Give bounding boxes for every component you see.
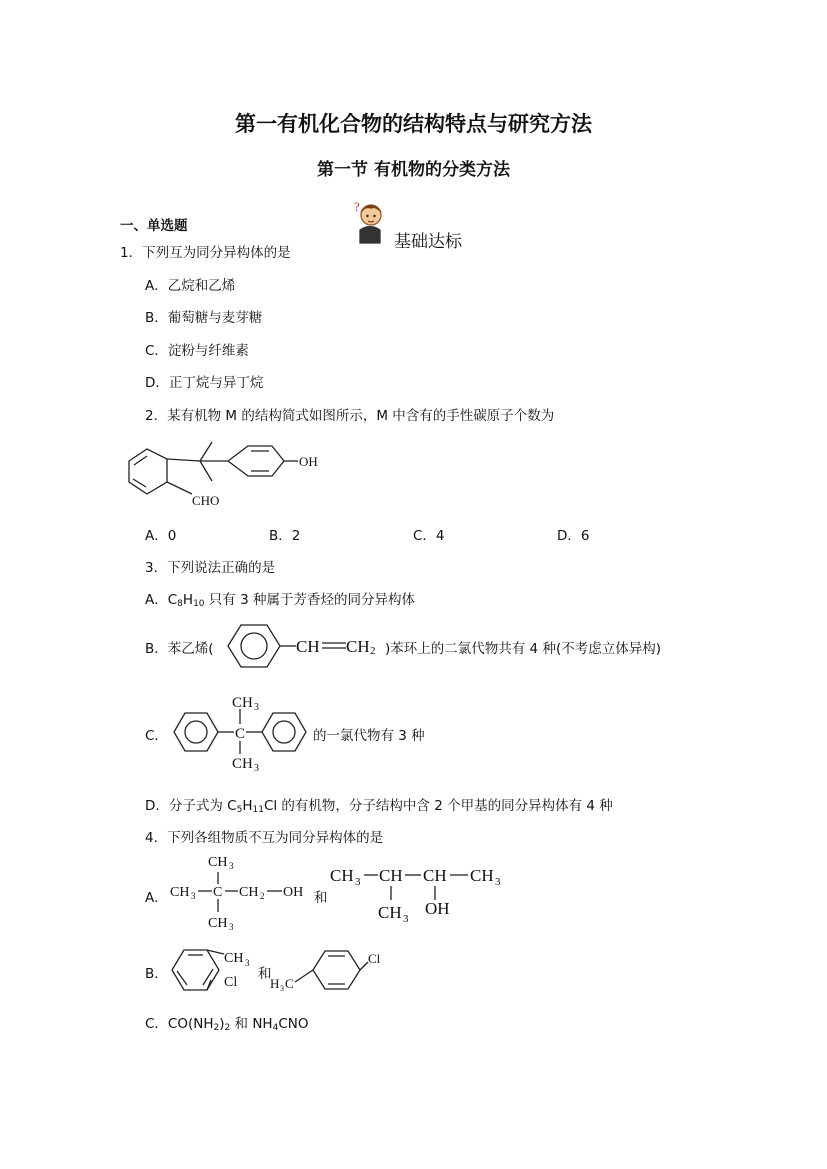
q1-option-b: B．葡萄糖与麦芽糖 bbox=[145, 310, 263, 326]
svg-text:CH: CH bbox=[379, 866, 403, 885]
main-title: 第一有机化合物的结构特点与研究方法 bbox=[235, 111, 592, 136]
q4-option-c: C．$CO(NH_2)_2$ 和 $NH_4CNO$ bbox=[145, 1016, 309, 1033]
q3-c-center: C bbox=[235, 726, 246, 742]
q3-option-b-label: B．苯乙烯( bbox=[145, 641, 214, 657]
q3-ch2-subscript: 2 bbox=[370, 645, 376, 657]
svg-text:OH: OH bbox=[283, 885, 304, 900]
svg-text:3: 3 bbox=[229, 861, 234, 871]
badge-label: 基础达标 bbox=[394, 232, 462, 252]
q3-ch-label: CH bbox=[296, 637, 320, 656]
svg-text:CH: CH bbox=[224, 951, 244, 966]
svg-text:CH: CH bbox=[239, 885, 259, 900]
svg-text:C: C bbox=[213, 885, 223, 900]
q2-option-c: C．4 bbox=[413, 528, 445, 544]
q4-option-b-label: B． bbox=[145, 966, 168, 982]
svg-text:Cl: Cl bbox=[368, 951, 381, 966]
q3-styrene-figure bbox=[220, 621, 390, 673]
q3-diphenyl-figure bbox=[168, 692, 318, 772]
q4-option-b-and: 和 bbox=[258, 966, 272, 982]
q3-stem: 3．下列说法正确的是 bbox=[145, 560, 276, 576]
q2-option-b: B．2 bbox=[269, 528, 301, 544]
svg-text:3: 3 bbox=[403, 913, 409, 925]
svg-text:OH: OH bbox=[425, 899, 450, 918]
q3-option-c-label: C． bbox=[145, 728, 168, 744]
q4-a-left-structure bbox=[168, 850, 318, 932]
svg-text:Cl: Cl bbox=[224, 975, 238, 990]
svg-text:3: 3 bbox=[355, 876, 361, 888]
q4-option-a-label: A． bbox=[145, 890, 168, 906]
q3-option-d: D．分子式为 $C_5H_{11}Cl$ 的有机物，分子结构中含 2 个甲基的同分异构体有 4 种 bbox=[145, 798, 613, 815]
svg-text:H: H bbox=[270, 976, 280, 991]
q3-option-a: A．$C_8H_{10}$ 只有 3 种属于芳香烃的同分异构体 bbox=[145, 592, 415, 609]
q3-ch3-top: CH bbox=[232, 695, 253, 711]
svg-text:CH: CH bbox=[470, 866, 494, 885]
q1-option-d: D．正丁烷与异丁烷 bbox=[145, 375, 264, 391]
svg-text:3: 3 bbox=[191, 891, 196, 901]
q4-stem: 4．下列各组物质不互为同分异构体的是 bbox=[145, 830, 384, 846]
q4-b-left-structure bbox=[166, 940, 261, 1000]
q2-cho-label: CHO bbox=[192, 493, 220, 508]
q4-a-right-structure bbox=[328, 858, 513, 928]
svg-text:CH: CH bbox=[170, 885, 190, 900]
q1-option-c: C．淀粉与纤维素 bbox=[145, 343, 249, 359]
q1-stem: 1．下列互为同分异构体的是 bbox=[120, 245, 291, 261]
q1-option-a: A．乙烷和乙烯 bbox=[145, 278, 236, 294]
q2-oh-label: OH bbox=[299, 454, 318, 469]
q4-option-a-and: 和 bbox=[314, 890, 328, 906]
section-heading: 一、单选题 bbox=[120, 218, 188, 234]
svg-text:?: ? bbox=[354, 199, 360, 214]
svg-text:CH: CH bbox=[208, 916, 228, 931]
q3-option-c-text: 的一氯代物有 3 种 bbox=[313, 728, 425, 744]
sub-title: 第一节 有机物的分类方法 bbox=[317, 160, 510, 180]
svg-text:3: 3 bbox=[254, 763, 259, 774]
svg-text:CH: CH bbox=[378, 903, 402, 922]
svg-text:CH: CH bbox=[208, 855, 228, 870]
svg-text:3: 3 bbox=[495, 876, 501, 888]
q4-b-right-structure bbox=[270, 940, 390, 1000]
svg-text:CH: CH bbox=[423, 866, 447, 885]
q3-ch2-label: CH bbox=[346, 637, 370, 656]
svg-text:C: C bbox=[285, 976, 294, 991]
q3-ch3-bottom: CH bbox=[232, 756, 253, 772]
q3-option-b-text: )苯环上的二氯代物共有 4 种(不考虑立体异构) bbox=[385, 641, 661, 657]
q2-option-a: A．0 bbox=[145, 528, 177, 544]
svg-text:3: 3 bbox=[245, 958, 250, 968]
svg-text:3: 3 bbox=[280, 984, 284, 993]
svg-text:2: 2 bbox=[260, 891, 265, 901]
svg-text:3: 3 bbox=[254, 702, 259, 713]
student-cartoon-icon bbox=[352, 197, 394, 245]
svg-text:CH: CH bbox=[330, 866, 354, 885]
q2-structure-figure bbox=[122, 436, 332, 506]
svg-text:3: 3 bbox=[229, 922, 234, 932]
q2-option-d: D．6 bbox=[557, 528, 590, 544]
q2-stem: 2．某有机物 M 的结构简式如图所示，M 中含有的手性碳原子个数为 bbox=[145, 408, 555, 424]
